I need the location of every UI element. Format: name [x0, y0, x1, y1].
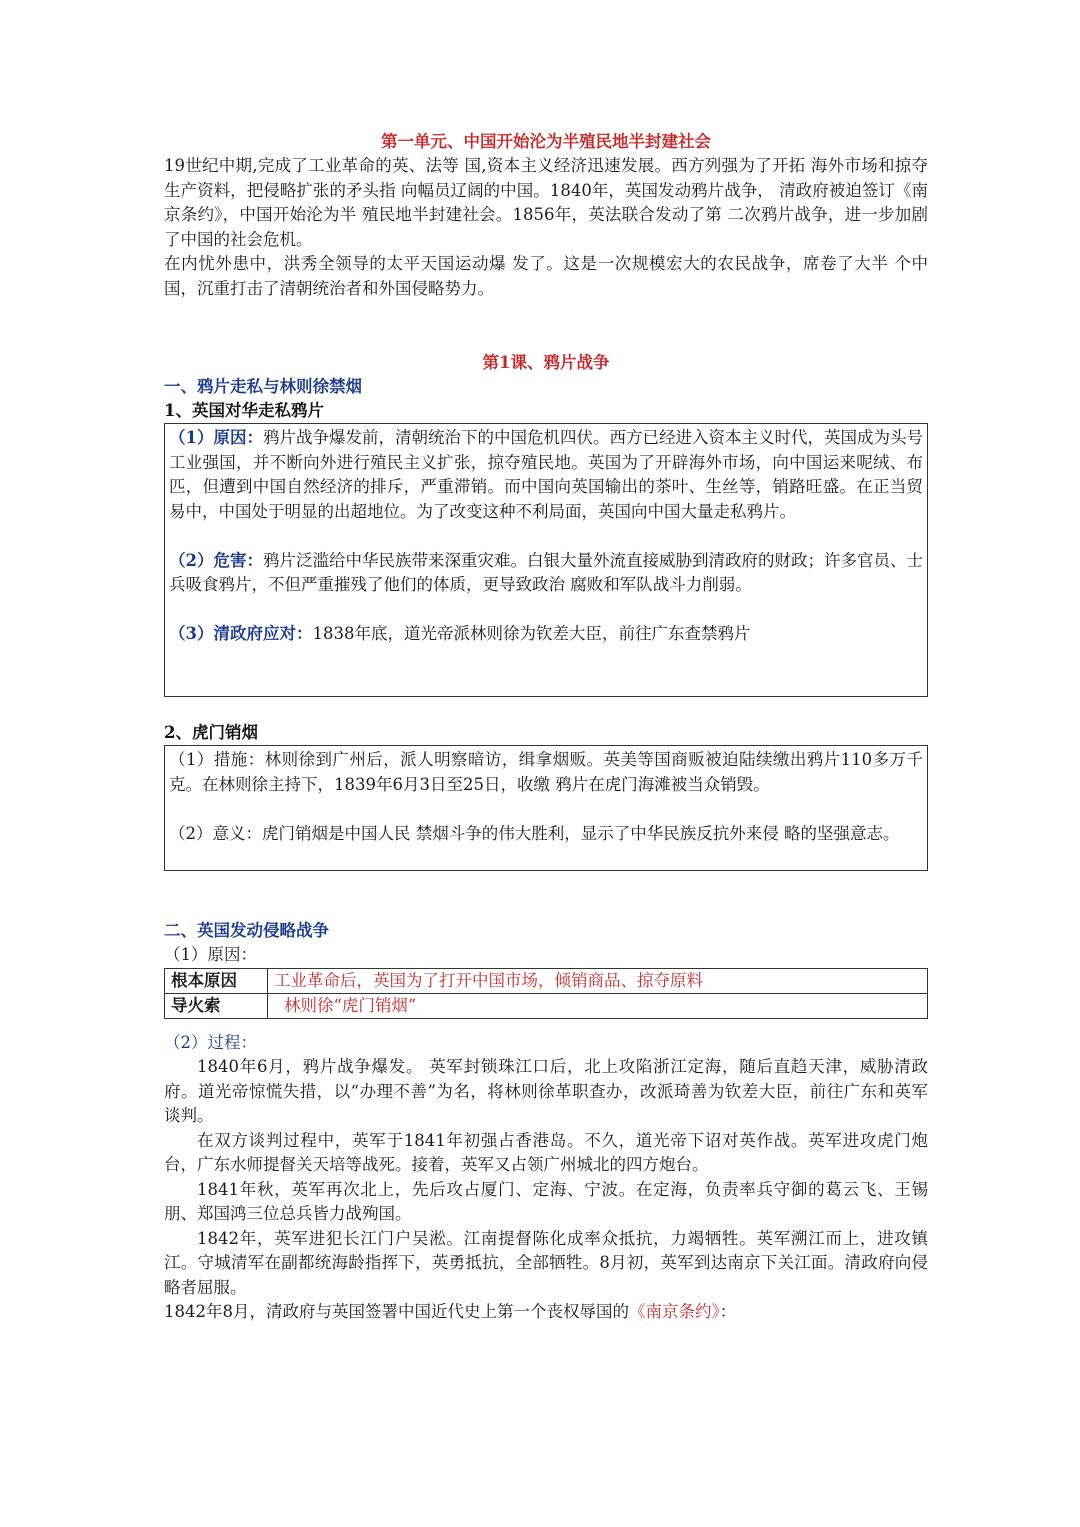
- measure-item: （1）措施：林则徐到广州后，派人明察暗访，缉拿烟贩。英美等国商贩被迫陆续缴出鸦片110多万千克。在林则徐主持下，1839年6月3日至25日，收缴 鸦片在虎门海滩被当众销毁。: [169, 750, 923, 794]
- unit-title: 第一单元、中国开始沦为半殖民地半封建社会: [381, 132, 711, 151]
- process-paragraph: 在双方谈判过程中，英军于1841年初强占香港岛。不久，道光帝下诏对英作战。英军进攻虎门炮台，广东水师提督关天培等战死。接着，英军又占领广州城北的四方炮台。: [164, 1130, 928, 1174]
- subsection-heading: 1、英国对华走私鸦片: [164, 401, 324, 420]
- treaty-name: 《南京条约》: [629, 1302, 720, 1321]
- harm-item: [169, 549, 923, 598]
- treaty-suffix: ：: [719, 1302, 737, 1321]
- cause-label: （1）原因：: [164, 945, 257, 964]
- process-paragraph: 1840年6月，鸦片战争爆发。 英军封锁珠江口后，北上攻陷浙江定海，随后直趋天津，威胁清政府。道光帝惊慌失措，以“办理不善”为名，将林则徐革职查办，改派琦善为钦差大臣，前往广东和英军 谈判。: [164, 1057, 928, 1125]
- smuggling-box: [164, 423, 928, 697]
- table-row: [165, 968, 928, 993]
- significance-item: （2）意义：虎门销烟是中国人民 禁烟斗争的伟大胜利，显示了中华民族反抗外来侵 略的坚强意志。: [169, 823, 900, 843]
- table-key: 导火索: [165, 993, 268, 1018]
- table-value: 工业革命后，英国为了打开中国市场，倾销商品、掠夺原料: [268, 968, 928, 993]
- humen-box: [164, 745, 928, 871]
- cause-item: [169, 426, 923, 524]
- response-item: [169, 622, 923, 647]
- cause-table: [164, 968, 928, 1019]
- response-label: （3）清政府应对：: [169, 624, 313, 643]
- section-heading: 二、英国发动侵略战争: [164, 921, 329, 940]
- table-row: [165, 993, 928, 1018]
- document-page: [164, 130, 928, 1325]
- section-heading: 一、鸦片走私与林则徐禁烟: [164, 377, 362, 396]
- response-text: 1838年底，道光帝派林则徐为钦差大臣，前往广东查禁鸦片: [312, 624, 751, 643]
- harm-label: （2）危害：: [169, 550, 263, 570]
- table-value: 林则徐“虎门销烟”: [268, 993, 928, 1018]
- process-label: （2）过程：: [164, 1032, 257, 1052]
- process-paragraph: 1841年秋，英军再次北上，先后攻占厦门、定海、宁波。在定海，负责率兵守御的葛云飞、王锡朋、郑国鸿三位总兵皆力战殉国。: [164, 1179, 928, 1223]
- treaty-prefix: 1842年8月，清政府与英国签署中国近代史上第一个丧权辱国的: [164, 1302, 629, 1321]
- lesson-title: 第1课、鸦片战争: [482, 353, 610, 372]
- cause-label: （1）原因：: [169, 428, 263, 447]
- cause-text: 鸦片战争爆发前，清朝统治下的中国危机四伏。西方已经进入资本主义时代，英国成为头号工业强国，并不断向外进行殖民主义扩张，掠夺殖民地。英国为了开辟海外市场，向中国运来呢绒、布匹，但遭到中国自然经济的排斥，严重滞销。而中国向英国输出的茶叶、生丝等，销路旺盛。在正当贸易中，中国处于明显的出超地位。为了改变这种不利局面，英国向中国大量走私鸦片。: [169, 428, 923, 521]
- process-paragraph: 1842年，英军进犯长江门户吴淞。江南提督陈化成率众抵抗，力竭牺牲。英军溯江而上，进攻镇江。守城清军在副都统海龄指挥下，英勇抵抗，全部牺牲。8月初，英军到达南京下关江面。清政府向侵略者屈服。: [164, 1228, 928, 1297]
- treaty-line: [164, 1300, 928, 1325]
- unit-intro-paragraph: 19世纪中期,完成了工业革命的英、法等 国,资本主义经济迅速发展。西方列强为了开拓 海外市场和掠夺生产资料，把侵略扩张的矛头指 向幅员辽阔的中国。1840年，英国发动鸦片战争， 清政府被迫签订《南京条约》，中国开始沦为半 殖民地半封建社会。1856年，英法联合发动了第 二次鸦片战争，进一步加剧了中国的社会危机。: [164, 156, 928, 249]
- subsection-heading: 2、虎门销烟: [164, 723, 258, 742]
- unit-intro-paragraph: 在内忧外患中，洪秀全领导的太平天国运动爆 发了。这是一次规模宏大的农民战争，席卷了大半 个中国，沉重打击了清朝统治者和外国侵略势力。: [164, 254, 928, 298]
- table-key: 根本原因: [165, 968, 268, 993]
- harm-text: 鸦片泛滥给中华民族带来深重灾难。白银大量外流直接威胁到清政府的财政；许多官员、士兵吸食鸦片，不但严重摧残了他们的体质，更导致政治 腐败和军队战斗力削弱。: [169, 550, 923, 594]
